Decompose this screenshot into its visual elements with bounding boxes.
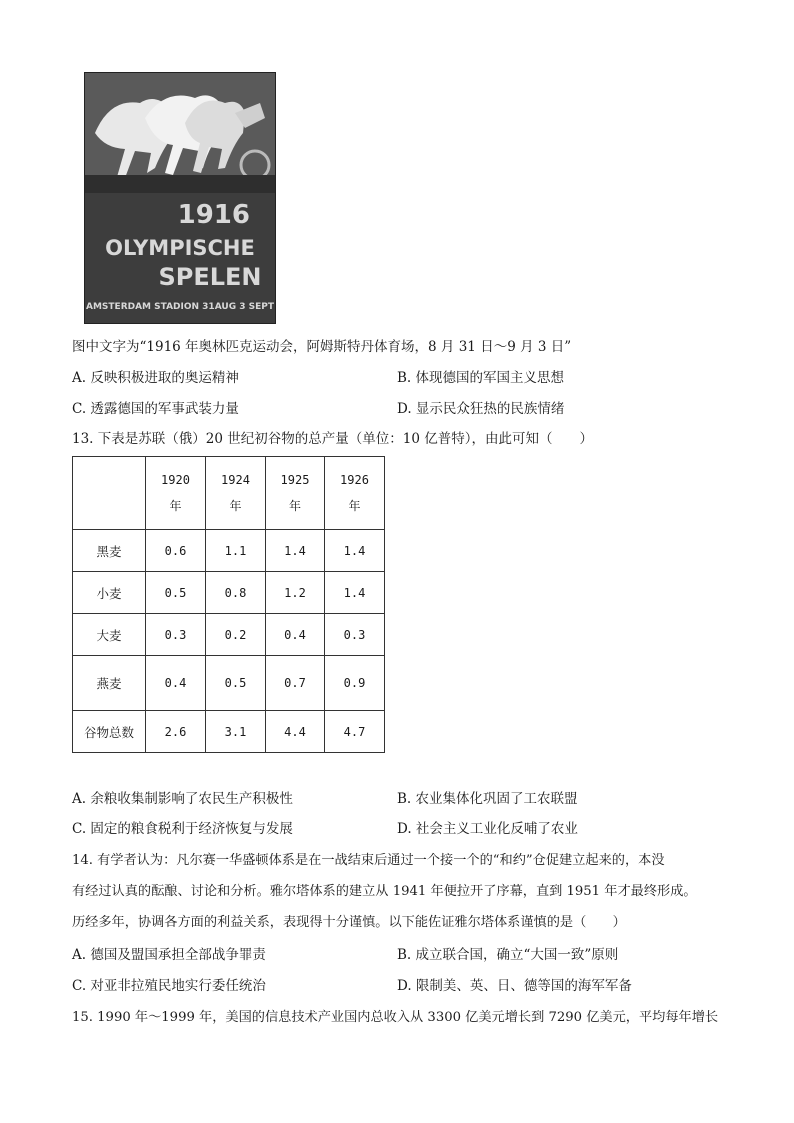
poster-year: 1916 (177, 200, 250, 230)
table-row (73, 530, 385, 572)
table-header-row (73, 457, 385, 530)
q12-option-d: D. 显示民众狂热的民族情绪 (397, 401, 565, 417)
table-cell: 0.4 (146, 656, 206, 711)
q14-option-c: C. 对亚非拉殖民地实行委任统治 (72, 978, 266, 994)
table-cell: 4.4 (266, 711, 325, 753)
q13-option-b: B. 农业集体化巩固了工农联盟 (397, 791, 578, 807)
table-cell: 1.1 (206, 530, 266, 572)
table-cell: 2.6 (146, 711, 206, 753)
q14-option-a: A. 德国及盟国承担全部战争罪责 (72, 947, 266, 963)
table-cell: 0.5 (146, 572, 206, 614)
table-cell: 0.7 (266, 656, 325, 711)
table-cell: 1.4 (266, 530, 325, 572)
poster-illustration (85, 73, 275, 323)
q13-stem: 13. 下表是苏联（俄）20 世纪初谷物的总产量（单位：10 亿普特），由此可知（ ） (72, 431, 593, 447)
table-cell: 1.4 (325, 530, 385, 572)
table-header-cell: 1924 年 (206, 457, 266, 530)
table-cell: 0.5 (206, 656, 266, 711)
table-cell: 0.3 (146, 614, 206, 656)
q14-option-d: D. 限制美、英、日、德等国的海军军备 (397, 978, 632, 994)
q13-option-a: A. 余粮收集制影响了农民生产积极性 (72, 791, 293, 807)
table-cell: 1.4 (325, 572, 385, 614)
table-cell: 0.3 (325, 614, 385, 656)
grain-output-table (72, 456, 385, 753)
row-label: 黑麦 (73, 530, 146, 572)
q13-option-d: D. 社会主义工业化反哺了农业 (397, 821, 578, 837)
table-header-cell: 1925 年 (266, 457, 325, 530)
table-row (73, 614, 385, 656)
table-row (73, 711, 385, 753)
olympic-poster-image (84, 72, 276, 324)
row-label: 小麦 (73, 572, 146, 614)
poster-title-line1: OLYMPISCHE (105, 236, 255, 260)
q12-option-b: B. 体现德国的军国主义思想 (397, 370, 565, 386)
table-cell: 0.8 (206, 572, 266, 614)
row-label: 大麦 (73, 614, 146, 656)
table-cell: 1.2 (266, 572, 325, 614)
poster-footer: AMSTERDAM STADION 31AUG 3 SEPT (86, 302, 274, 312)
q14-line-1: 14. 有学者认为：凡尔赛一华盛顿体系是在一战结束后通过一个接一个的“和约”仓促建立起来的，本没 (72, 853, 665, 868)
q12-option-c: C. 透露德国的军事武装力量 (72, 401, 239, 417)
table-cell: 0.2 (206, 614, 266, 656)
table-row (73, 572, 385, 614)
table-cell: 0.4 (266, 614, 325, 656)
table-header-cell: 1920 年 (146, 457, 206, 530)
table-cell: 4.7 (325, 711, 385, 753)
table-cell: 3.1 (206, 711, 266, 753)
table-cell: 0.6 (146, 530, 206, 572)
q14-line-3: 历经多年，协调各方面的利益关系，表现得十分谨慎。以下能佐证雅尔塔体系谨慎的是（ ） (72, 915, 626, 930)
poster-caption: 图中文字为“1916 年奥林匹克运动会，阿姆斯特丹体育场，8 月 31 日～9 月 3 日” (72, 339, 572, 355)
q14-line-2: 有经过认真的酝酿、讨论和分析。雅尔塔体系的建立从 1941 年便拉开了序幕，直到 1951 年才最终形成。 (72, 884, 697, 899)
q13-option-c: C. 固定的粮食税利于经济恢复与发展 (72, 821, 293, 837)
poster-title-line2: SPELEN (158, 263, 262, 291)
row-label: 谷物总数 (73, 711, 146, 753)
row-label: 燕麦 (73, 656, 146, 711)
table-corner-cell (73, 457, 146, 530)
table-row (73, 656, 385, 711)
q12-option-a: A. 反映积极进取的奥运精神 (72, 370, 239, 386)
q15-line-1: 15. 1990 年～1999 年，美国的信息技术产业国内总收入从 3300 亿美元增长到 7290 亿美元，平均每年增长 (72, 1010, 719, 1025)
table-cell: 0.9 (325, 656, 385, 711)
q14-option-b: B. 成立联合国，确立“大国一致”原则 (397, 947, 619, 963)
table-header-cell: 1926 年 (325, 457, 385, 530)
